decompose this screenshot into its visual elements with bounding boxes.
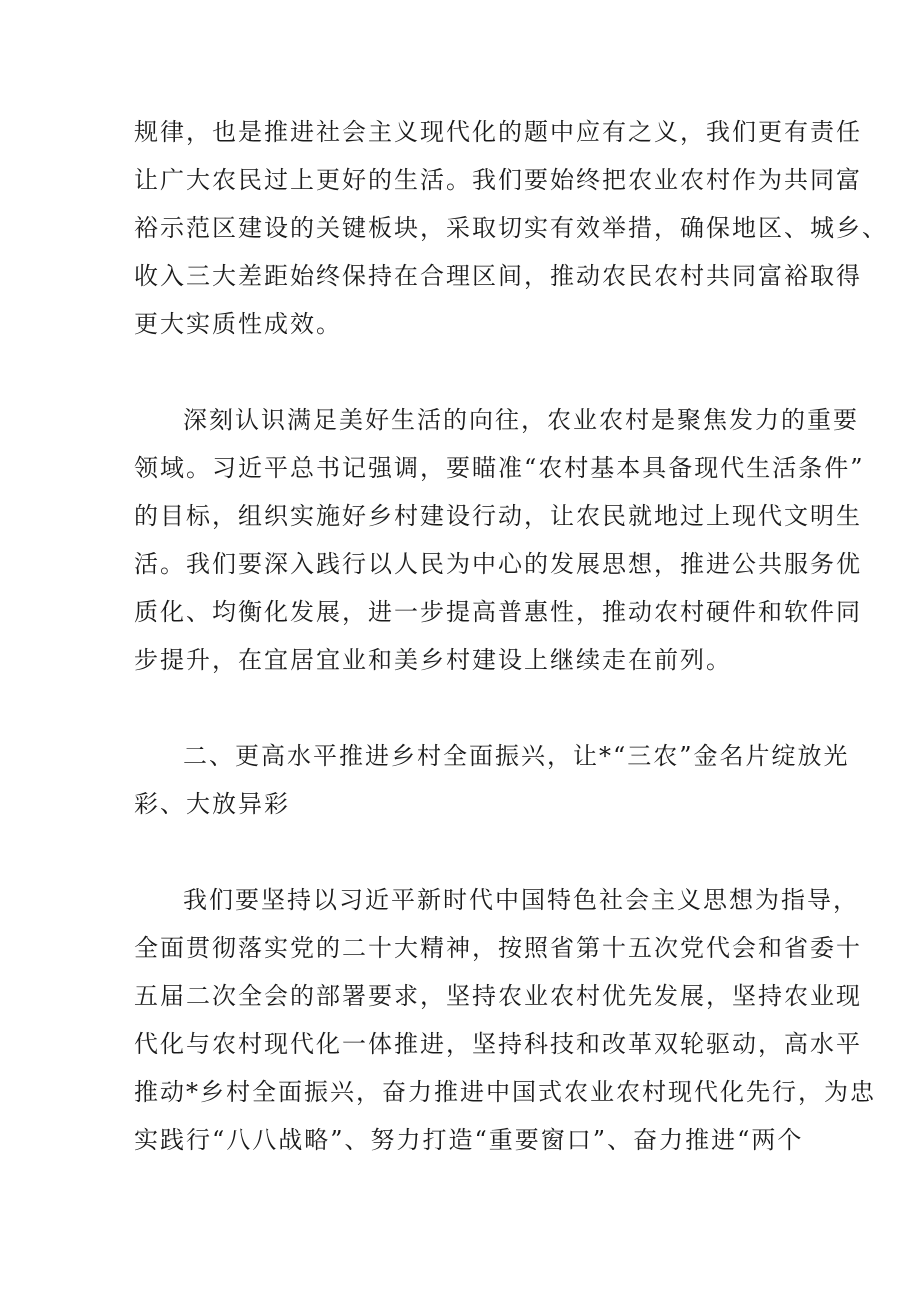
section-heading-line-1: 二、更高水平推进乡村全面振兴，让*“三农”金名片绽放光 xyxy=(183,742,850,770)
paragraph-2-line-2: 领域。习近平总书记强调，要瞄准“农村基本具备现代生活条件” xyxy=(134,454,865,482)
paragraph-1-line-2: 让广大农民过上更好的生活。我们要始终把农业农村作为共同富 xyxy=(134,166,862,194)
paragraph-3-line-6: 实践行“八八战略”、努力打造“重要窗口”、奋力推进“两个 xyxy=(134,1126,804,1154)
paragraph-3-line-2: 全面贯彻落实党的二十大精神，按照省第十五次党代会和省委十 xyxy=(134,934,862,962)
paragraph-2-line-1: 深刻认识满足美好生活的向往，农业农村是聚焦发力的重要 xyxy=(183,406,859,434)
paragraph-2-line-3: 的目标，组织实施好乡村建设行动，让农民就地过上现代文明生 xyxy=(134,502,862,530)
paragraph-2-line-6: 步提升，在宜居宜业和美乡村建设上继续走在前列。 xyxy=(134,646,732,674)
paragraph-1-line-5: 更大实质性成效。 xyxy=(134,310,342,338)
paragraph-2-line-5: 质化、均衡化发展，进一步提高普惠性，推动农村硬件和软件同 xyxy=(134,598,862,626)
paragraph-3-line-4: 代化与农村现代化一体推进，坚持科技和改革双轮驱动，高水平 xyxy=(134,1030,862,1058)
section-heading-line-2: 彩、大放异彩 xyxy=(134,790,290,818)
paragraph-3-line-1: 我们要坚持以习近平新时代中国特色社会主义思想为指导， xyxy=(183,886,859,914)
paragraph-1-line-1: 规律，也是推进社会主义现代化的题中应有之义，我们更有责任 xyxy=(134,118,862,146)
paragraph-1-line-3: 裕示范区建设的关键板块，采取切实有效举措，确保地区、城乡、 xyxy=(134,214,888,242)
paragraph-1-line-4: 收入三大差距始终保持在合理区间，推动农民农村共同富裕取得 xyxy=(134,262,862,290)
paragraph-3-line-5: 推动*乡村全面振兴，奋力推进中国式农业农村现代化先行，为忠 xyxy=(134,1078,876,1106)
paragraph-2-line-4: 活。我们要深入践行以人民为中心的发展思想，推进公共服务优 xyxy=(134,550,862,578)
paragraph-3-line-3: 五届二次全会的部署要求，坚持农业农村优先发展，坚持农业现 xyxy=(134,982,862,1010)
